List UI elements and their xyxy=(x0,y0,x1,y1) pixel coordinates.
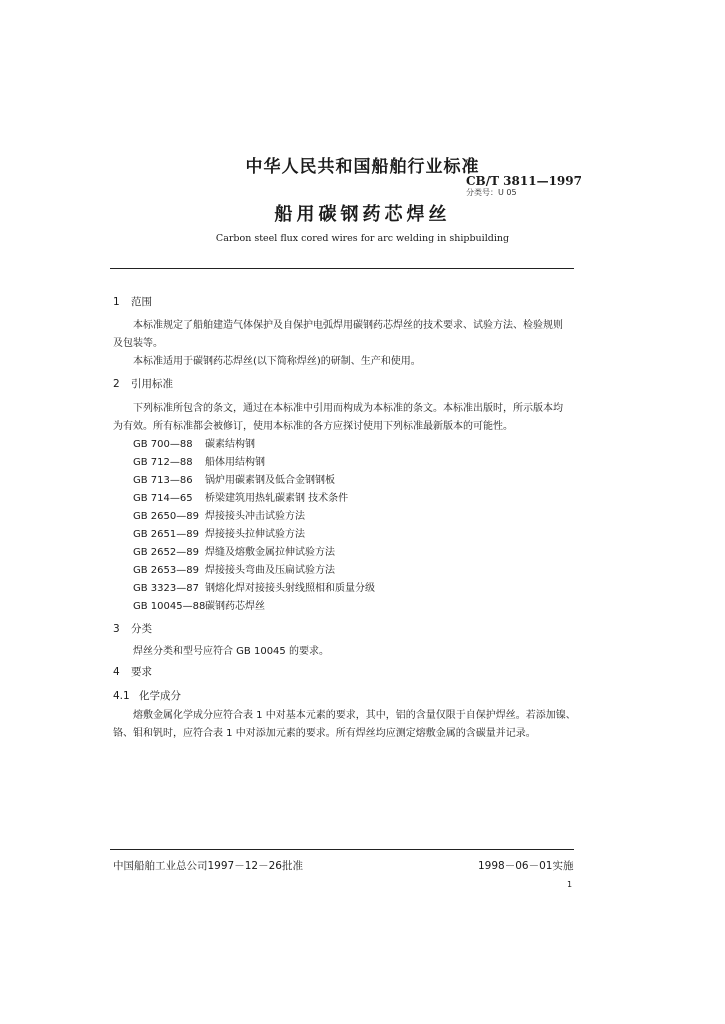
reference-title: 船体用结构钢 xyxy=(205,457,265,468)
paragraph-line: 本标准适用于碳钢药芯焊丝(以下简称焊丝)的研制、生产和使用。 xyxy=(133,356,421,367)
reference-title: 桥梁建筑用热轧碳素钢 技术条件 xyxy=(205,493,349,504)
footer-divider xyxy=(110,849,574,850)
document-title-en: Carbon steel flux cored wires for arc welding in shipbuilding xyxy=(215,233,510,244)
paragraph-line: 为有效。所有标准都会被修订，使用本标准的各方应探讨使用下列标准最新版本的可能性。 xyxy=(113,421,513,432)
section-number: 2 xyxy=(113,378,120,390)
paragraph-line: 熔敷金属化学成分应符合表 1 中对基本元素的要求，其中，铝的含量仅限于自保护焊丝。若添加镍、 xyxy=(133,710,576,721)
document-title-cn: 船用碳钢药芯焊丝 xyxy=(274,204,451,225)
reference-item xyxy=(133,471,335,486)
reference-title: 焊接接头拉伸试验方法 xyxy=(205,529,305,540)
reference-item xyxy=(133,507,305,522)
section-1-heading xyxy=(113,294,152,309)
standard-code: CB/T 3811—1997 xyxy=(466,174,582,188)
reference-title: 焊接接头冲击试验方法 xyxy=(205,511,305,522)
reference-title: 碳素结构钢 xyxy=(205,439,255,450)
section-3-heading xyxy=(113,621,152,636)
section-number: 3 xyxy=(113,623,120,635)
reference-item xyxy=(133,525,305,540)
reference-code: GB 2651—89 xyxy=(133,529,199,540)
reference-title: 焊接接头弯曲及压扁试验方法 xyxy=(205,565,335,576)
reference-code: GB 712—88 xyxy=(133,457,193,468)
paragraph-line: 铬、钼和钒时，应符合表 1 中对添加元素的要求。所有焊丝均应测定熔敷金属的含碳量并记录。 xyxy=(113,728,536,739)
issuing-body-title: 中华人民共和国船舶行业标准 xyxy=(245,157,480,177)
reference-code: GB 3323—87 xyxy=(133,583,199,594)
reference-code: GB 2652—89 xyxy=(133,547,199,558)
reference-code: GB 714—65 xyxy=(133,493,193,504)
classification-number: 分类号：U 05 xyxy=(466,188,517,197)
page-number: 1 xyxy=(567,880,573,889)
reference-item xyxy=(133,453,265,468)
reference-code: GB 2650—89 xyxy=(133,511,199,522)
section-title: 要求 xyxy=(131,666,152,678)
paragraph-line: 下列标准所包含的条文，通过在本标准中引用而构成为本标准的条文。本标准出版时，所示版本均 xyxy=(133,403,563,414)
subsection-4-1-heading xyxy=(113,688,181,703)
reference-item xyxy=(133,435,255,450)
reference-code: GB 700—88 xyxy=(133,439,193,450)
subsection-number: 4.1 xyxy=(113,690,130,702)
reference-title: 焊缝及熔敷金属拉伸试验方法 xyxy=(205,547,335,558)
reference-item xyxy=(133,579,375,594)
reference-item xyxy=(133,543,335,558)
paragraph-line: 本标准规定了船舶建造气体保护及自保护电弧焊用碳钢药芯焊丝的技术要求、试验方法、检验规则 xyxy=(133,320,563,331)
reference-code: GB 2653—89 xyxy=(133,565,199,576)
paragraph-line: 及包装等。 xyxy=(113,338,163,349)
reference-title: 钢熔化焊对接接头射线照相和质量分级 xyxy=(205,583,375,594)
reference-title: 锅炉用碳素钢及低合金钢钢板 xyxy=(205,475,335,486)
approval-date: 中国船舶工业总公司1997－12－26批准 xyxy=(113,860,303,872)
effective-date: 1998－06－01实施 xyxy=(478,860,574,872)
reference-code: GB 10045—88 xyxy=(133,601,206,612)
section-number: 1 xyxy=(113,296,120,308)
reference-item xyxy=(133,561,335,576)
section-title: 分类 xyxy=(131,623,152,635)
section-title: 范围 xyxy=(131,296,152,308)
section-2-heading xyxy=(113,376,173,391)
reference-code: GB 713—86 xyxy=(133,475,193,486)
reference-item xyxy=(133,489,348,504)
section-number: 4 xyxy=(113,666,120,678)
reference-title: 碳钢药芯焊丝 xyxy=(205,601,265,612)
section-title: 引用标准 xyxy=(131,378,173,390)
section-4-heading xyxy=(113,664,152,679)
paragraph-line: 焊丝分类和型号应符合 GB 10045 的要求。 xyxy=(133,646,329,657)
subsection-title: 化学成分 xyxy=(139,690,181,702)
header-divider xyxy=(110,268,574,269)
reference-item xyxy=(133,597,265,612)
